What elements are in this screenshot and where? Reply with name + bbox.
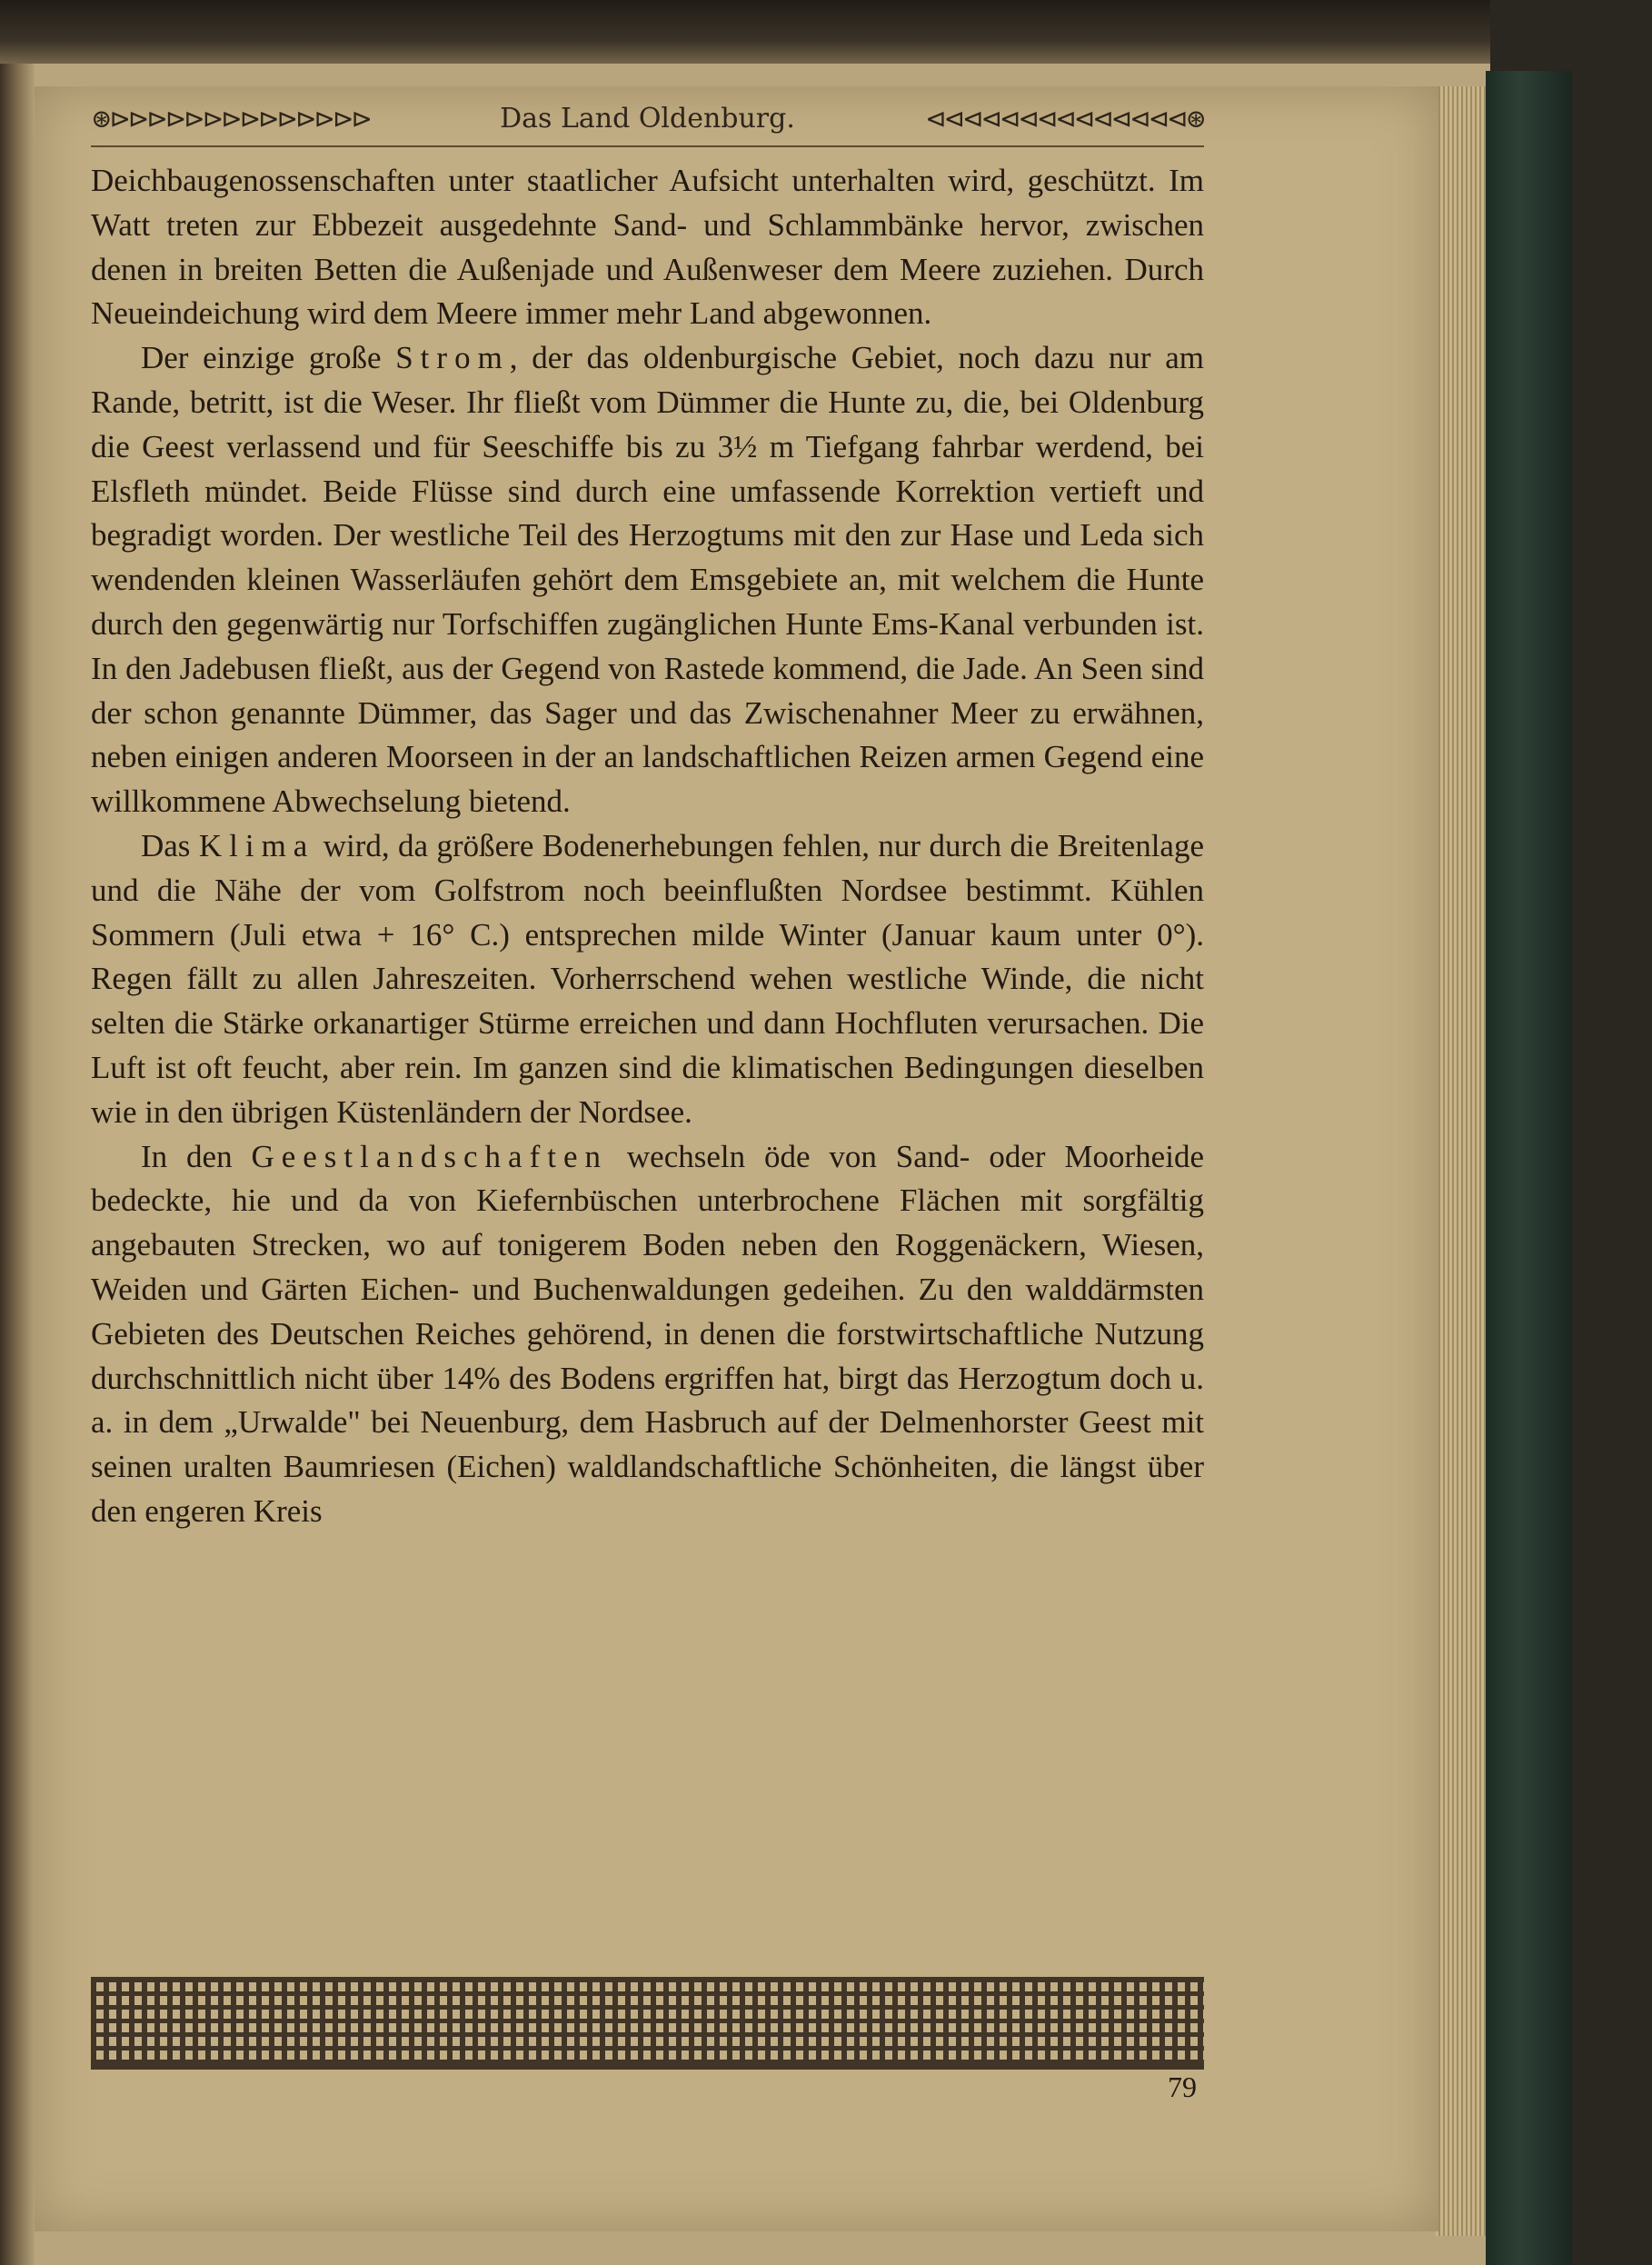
paragraph-text: wird, da größere Bodenerhebungen fehlen, nur durch die Breitenlage und die Nähe der vom Golfstrom noch beeinflußten Nordsee bestimmt. Kühlen Sommern (Juli etwa + 16° C.) entsprechen milde Winter (Januar kaum unter 0°). Regen fällt zu allen Jahreszeiten. Vorherrschend wehen westliche Winde, die nicht selten die Stärke orkanartiger Stürme erreichen und dann Hochfluten verursachen. Die Luft ist oft feucht, aber rein. Im ganzen sind die klimatischen Bedingungen dieselben wie in den übrigen Küstenländern der Nordsee. — [91, 827, 1205, 1130]
body-text — [91, 159, 1204, 1534]
paragraph — [91, 159, 1204, 336]
paragraph — [91, 824, 1204, 1135]
paragraph-lead: Der einzige große — [141, 340, 396, 376]
paragraph — [91, 336, 1204, 824]
paragraph — [91, 1135, 1204, 1534]
paragraph-lead: In den — [141, 1138, 252, 1174]
spaced-keyword: Strom — [395, 340, 510, 376]
book-gutter — [0, 64, 35, 2265]
running-head: Das Land Oldenburg. — [500, 102, 795, 135]
book-cover-edge — [1486, 71, 1572, 2265]
page-number: 79 — [1168, 2070, 1197, 2103]
paragraph-text: Deichbaugenossenschaften unter staatlicher Aufsicht unterhalten wird, geschützt. Im Watt treten zur Ebbezeit ausgedehnte Sand- und Schlammbänke hervor, zwischen denen in breiten Betten die Außenjade und Außenweser dem Meere zuziehen. Durch Neueindeichung wird dem Meere immer mehr Land abgewonnen. — [91, 163, 1204, 332]
page-header — [91, 91, 1204, 147]
header-ornament-left: ⊛⊳⊳⊳⊳⊳⊳⊳⊳⊳⊳⊳⊳⊳⊳ — [91, 103, 370, 134]
paragraph-text: , der das oldenburgische Gebiet, noch dazu nur am Rande, betritt, ist die Weser. Ihr fließt vom Dümmer die Hunte zu, die, bei Oldenburg die Geest verlassend und für Seeschiffe bis zu 3½ m Tiefgang fahrbar werdend, bei Elsfleth mündet. Beide Flüsse sind durch eine umfassende Korrektion vertieft und begradigt worden. Der westliche Teil des Herzogtums mit den zur Hase und Leda sich wendenden kleinen Wasserläufen gehört dem Emsgebiete an, mit welchem die Hunte durch den gegenwärtig nur Torfschiffen zugänglichen Hunte Ems-Kanal verbunden ist. In den Jadebusen fließt, aus der Gegend von Rastede kommend, die Jade. An Seen sind der schon genannte Dümmer, das Sager und das Zwischenahner Meer zu erwähnen, neben einigen anderen Moorseen in der an landschaftlichen Reizen armen Gegend eine willkommene Abwechselung bietend. — [91, 340, 1204, 820]
page-edges — [1436, 86, 1486, 2236]
header-ornament-right: ⊲⊲⊲⊲⊲⊲⊲⊲⊲⊲⊲⊲⊲⊲⊛ — [925, 103, 1204, 134]
paragraph-lead: Das — [141, 827, 199, 863]
paragraph-text: wechseln öde von Sand- oder Moorheide bedeckte, hie und da von Kiefernbüschen unterbrochene Flächen mit sorgfältig angebauten Strecken, wo auf tonigerem Boden neben den Roggenäckern, Wiesen, Weiden und Gärten Eichen- und Buchenwaldungen gedeihen. Zu den walddärmsten Gebieten des Deutschen Reiches gehörend, in denen die forstwirtschaftliche Nutzung durchschnittlich nicht über 14% des Bodens ergriffen hat, birgt das Herzogtum doch u. a. in dem „Urwalde" bei Neuenburg, dem Hasbruch auf der Delmenhorster Geest mit seinen uralten Baumriesen (Eichen) waldlandschaftliche Schönheiten, die längst über den engeren Kreis — [91, 1138, 1204, 1529]
spaced-keyword: Klima — [198, 827, 315, 863]
decorative-border — [91, 1977, 1204, 2070]
spaced-keyword: Geestlandschaften — [251, 1138, 609, 1174]
